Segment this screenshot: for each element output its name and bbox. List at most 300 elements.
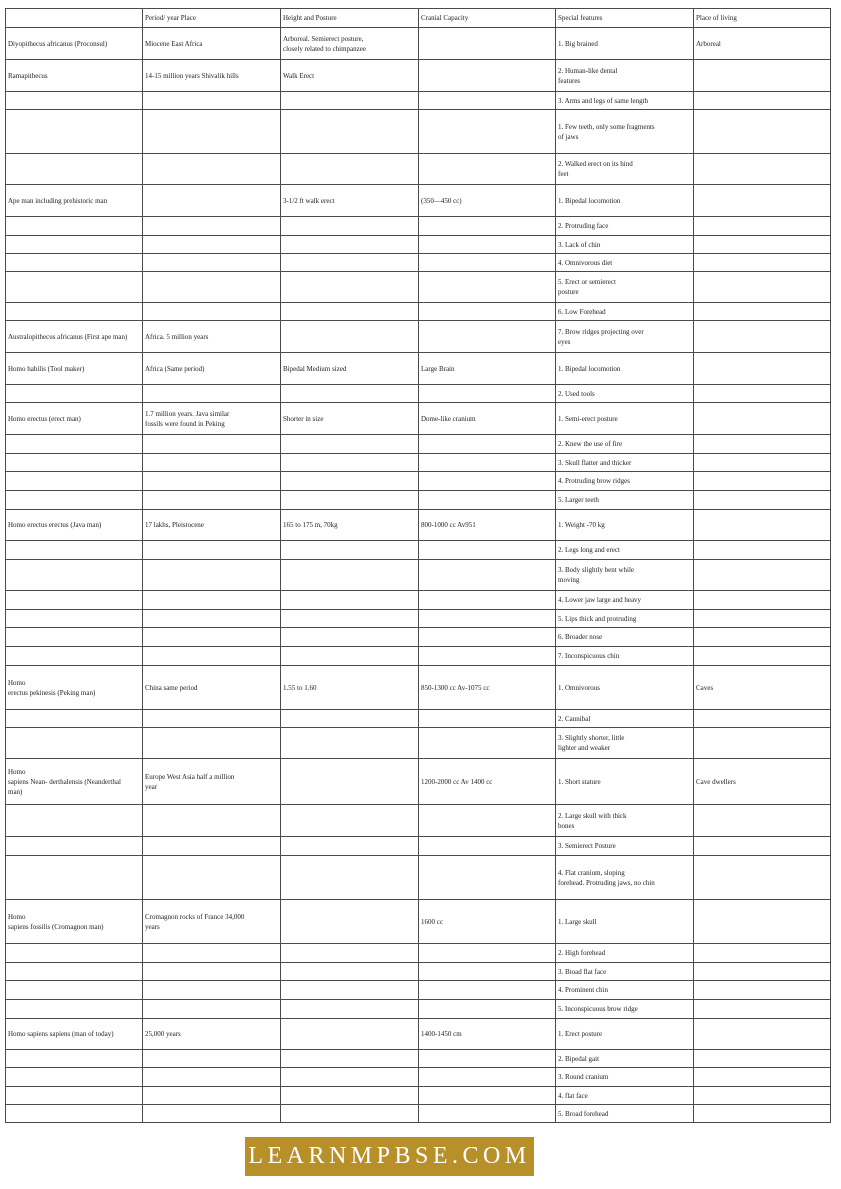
period-cell bbox=[143, 963, 281, 981]
feature-cell: 3. Round cranium bbox=[556, 1068, 694, 1087]
table-row bbox=[6, 837, 831, 856]
posture-cell: 165 to 175 m, 70kg bbox=[281, 510, 419, 541]
period-cell bbox=[143, 236, 281, 254]
table-row bbox=[6, 185, 831, 217]
cranial-cell bbox=[419, 435, 556, 454]
cranial-cell bbox=[419, 385, 556, 403]
feature-cell: 3. Lack of chin bbox=[556, 236, 694, 254]
habitat-cell bbox=[694, 491, 831, 510]
habitat-cell bbox=[694, 710, 831, 728]
species-cell bbox=[6, 454, 143, 472]
habitat-cell bbox=[694, 217, 831, 236]
period-cell bbox=[143, 472, 281, 491]
posture-cell: Walk Erect bbox=[281, 60, 419, 92]
feature-cell: 2. Legs long and erect bbox=[556, 541, 694, 560]
posture-cell bbox=[281, 759, 419, 805]
posture-cell bbox=[281, 1019, 419, 1050]
period-cell bbox=[143, 710, 281, 728]
period-cell bbox=[143, 185, 281, 217]
feature-cell: 3. Skull flatter and thicker bbox=[556, 454, 694, 472]
habitat-cell bbox=[694, 728, 831, 759]
habitat-cell bbox=[694, 591, 831, 610]
species-cell bbox=[6, 541, 143, 560]
cranial-cell: 1200-2000 cc Av 1400 cc bbox=[419, 759, 556, 805]
posture-cell bbox=[281, 254, 419, 272]
species-cell bbox=[6, 254, 143, 272]
table-row bbox=[6, 254, 831, 272]
period-cell bbox=[143, 110, 281, 154]
column-header: Cranial Capacity bbox=[419, 9, 556, 28]
species-cell bbox=[6, 1087, 143, 1105]
species-cell bbox=[6, 710, 143, 728]
species-cell bbox=[6, 837, 143, 856]
cranial-cell bbox=[419, 60, 556, 92]
period-cell bbox=[143, 591, 281, 610]
feature-cell: 4. Omnivorous diet bbox=[556, 254, 694, 272]
species-cell bbox=[6, 385, 143, 403]
habitat-cell bbox=[694, 1000, 831, 1019]
habitat-cell bbox=[694, 1087, 831, 1105]
period-cell: 17 lakhs, Pleistocene bbox=[143, 510, 281, 541]
table-row bbox=[6, 805, 831, 837]
column-header bbox=[6, 9, 143, 28]
period-cell bbox=[143, 272, 281, 303]
posture-cell bbox=[281, 321, 419, 353]
cranial-cell bbox=[419, 805, 556, 837]
posture-cell bbox=[281, 454, 419, 472]
posture-cell bbox=[281, 236, 419, 254]
feature-cell: 3. Slightly shorter, little lighter and weaker bbox=[556, 728, 694, 759]
period-cell bbox=[143, 1105, 281, 1123]
feature-cell: 7. Brow ridges projecting over eyes bbox=[556, 321, 694, 353]
period-cell bbox=[143, 805, 281, 837]
feature-cell: 5. Erect or semierect posture bbox=[556, 272, 694, 303]
table-row bbox=[6, 647, 831, 666]
species-cell bbox=[6, 963, 143, 981]
cranial-cell bbox=[419, 944, 556, 963]
species-cell bbox=[6, 647, 143, 666]
table-row bbox=[6, 628, 831, 647]
evolution-table bbox=[5, 8, 831, 1123]
species-cell: Homo sapiens fossilis (Cromagnon man) bbox=[6, 900, 143, 944]
habitat-cell bbox=[694, 236, 831, 254]
species-cell: Ramapithecus bbox=[6, 60, 143, 92]
feature-cell: 4. Prominent chin bbox=[556, 981, 694, 1000]
cranial-cell bbox=[419, 591, 556, 610]
cranial-cell bbox=[419, 560, 556, 591]
species-cell bbox=[6, 981, 143, 1000]
cranial-cell bbox=[419, 628, 556, 647]
posture-cell bbox=[281, 1050, 419, 1068]
habitat-cell bbox=[694, 981, 831, 1000]
posture-cell bbox=[281, 856, 419, 900]
habitat-cell bbox=[694, 1019, 831, 1050]
posture-cell: 3-1/2 ft walk erect bbox=[281, 185, 419, 217]
posture-cell bbox=[281, 963, 419, 981]
feature-cell: 1. Erect posture bbox=[556, 1019, 694, 1050]
feature-cell: 5. Larger teeth bbox=[556, 491, 694, 510]
species-cell: Ape man including prehistoric man bbox=[6, 185, 143, 217]
cranial-cell: 850-1300 cc Av-1075 cc bbox=[419, 666, 556, 710]
species-cell bbox=[6, 272, 143, 303]
column-header: Place of living bbox=[694, 9, 831, 28]
table-row bbox=[6, 710, 831, 728]
cranial-cell bbox=[419, 272, 556, 303]
period-cell bbox=[143, 1000, 281, 1019]
period-cell bbox=[143, 647, 281, 666]
period-cell bbox=[143, 435, 281, 454]
habitat-cell bbox=[694, 1050, 831, 1068]
table-row bbox=[6, 900, 831, 944]
posture-cell bbox=[281, 110, 419, 154]
feature-cell: 1. Semi-erect posture bbox=[556, 403, 694, 435]
period-cell bbox=[143, 491, 281, 510]
period-cell: 1.7 million years. Java similar fossils were found in Peking bbox=[143, 403, 281, 435]
period-cell bbox=[143, 254, 281, 272]
species-cell bbox=[6, 236, 143, 254]
feature-cell: 1. Short stature bbox=[556, 759, 694, 805]
feature-cell: 2. Bipedal gait bbox=[556, 1050, 694, 1068]
table-row bbox=[6, 321, 831, 353]
habitat-cell bbox=[694, 610, 831, 628]
species-cell bbox=[6, 1105, 143, 1123]
species-cell: Diyopithecus africanus (Proconsul) bbox=[6, 28, 143, 60]
species-cell: Australopithecus africanus (First ape man) bbox=[6, 321, 143, 353]
habitat-cell bbox=[694, 963, 831, 981]
cranial-cell bbox=[419, 856, 556, 900]
habitat-cell: Cave dwellers bbox=[694, 759, 831, 805]
species-cell bbox=[6, 1050, 143, 1068]
feature-cell: 1. Bipedal locomotion bbox=[556, 353, 694, 385]
table-row bbox=[6, 217, 831, 236]
cranial-cell bbox=[419, 1087, 556, 1105]
feature-cell: 2. High forehead bbox=[556, 944, 694, 963]
feature-cell: 4. Flat cranium, sloping forehead. Protruding jaws, no chin bbox=[556, 856, 694, 900]
period-cell: 25,000 years bbox=[143, 1019, 281, 1050]
feature-cell: 2. Knew the use of fire bbox=[556, 435, 694, 454]
posture-cell bbox=[281, 610, 419, 628]
period-cell bbox=[143, 560, 281, 591]
species-cell bbox=[6, 560, 143, 591]
cranial-cell: 800-1000 cc Av951 bbox=[419, 510, 556, 541]
feature-cell: 1. Bipedal locomotion bbox=[556, 185, 694, 217]
period-cell bbox=[143, 1068, 281, 1087]
table-row bbox=[6, 491, 831, 510]
period-cell: Africa. 5 million years bbox=[143, 321, 281, 353]
cranial-cell: Dome-like cranium bbox=[419, 403, 556, 435]
cranial-cell bbox=[419, 1105, 556, 1123]
posture-cell bbox=[281, 710, 419, 728]
habitat-cell bbox=[694, 385, 831, 403]
posture-cell bbox=[281, 647, 419, 666]
species-cell bbox=[6, 1000, 143, 1019]
period-cell bbox=[143, 217, 281, 236]
posture-cell bbox=[281, 217, 419, 236]
habitat-cell bbox=[694, 647, 831, 666]
posture-cell: 1.55 to 1.60 bbox=[281, 666, 419, 710]
period-cell bbox=[143, 92, 281, 110]
table-row bbox=[6, 666, 831, 710]
posture-cell bbox=[281, 1068, 419, 1087]
habitat-cell bbox=[694, 805, 831, 837]
habitat-cell bbox=[694, 353, 831, 385]
feature-cell: 2. Human-like dental features bbox=[556, 60, 694, 92]
period-cell bbox=[143, 944, 281, 963]
table-row bbox=[6, 403, 831, 435]
posture-cell bbox=[281, 1105, 419, 1123]
table-row bbox=[6, 610, 831, 628]
posture-cell bbox=[281, 435, 419, 454]
period-cell bbox=[143, 1050, 281, 1068]
feature-cell: 5. Inconspicuous brow ridge bbox=[556, 1000, 694, 1019]
habitat-cell: Caves bbox=[694, 666, 831, 710]
period-cell bbox=[143, 454, 281, 472]
table-row bbox=[6, 272, 831, 303]
feature-cell: 1. Large skull bbox=[556, 900, 694, 944]
habitat-cell bbox=[694, 60, 831, 92]
period-cell bbox=[143, 856, 281, 900]
species-cell bbox=[6, 491, 143, 510]
species-cell bbox=[6, 92, 143, 110]
species-cell bbox=[6, 435, 143, 454]
posture-cell bbox=[281, 303, 419, 321]
period-cell bbox=[143, 728, 281, 759]
posture-cell: Shorter in size bbox=[281, 403, 419, 435]
table-row bbox=[6, 435, 831, 454]
period-cell: China same period bbox=[143, 666, 281, 710]
feature-cell: 3. Arms and legs of same length bbox=[556, 92, 694, 110]
cranial-cell bbox=[419, 710, 556, 728]
table-header-row bbox=[6, 9, 831, 28]
table-row bbox=[6, 560, 831, 591]
feature-cell: 2. Protruding face bbox=[556, 217, 694, 236]
habitat-cell bbox=[694, 303, 831, 321]
cranial-cell: 1600 cc bbox=[419, 900, 556, 944]
habitat-cell bbox=[694, 254, 831, 272]
habitat-cell bbox=[694, 454, 831, 472]
logo-text: LEARNMPBSE.COM bbox=[248, 1143, 531, 1169]
species-cell bbox=[6, 217, 143, 236]
column-header: Period/ year Place bbox=[143, 9, 281, 28]
cranial-cell bbox=[419, 254, 556, 272]
learnmpbse-logo bbox=[245, 1137, 534, 1176]
posture-cell bbox=[281, 92, 419, 110]
species-cell bbox=[6, 856, 143, 900]
species-cell: Homo sapiens Nean- derthalensis (Neanderthal man) bbox=[6, 759, 143, 805]
cranial-cell bbox=[419, 1068, 556, 1087]
species-cell: Homo habilis (Tool maker) bbox=[6, 353, 143, 385]
posture-cell: Arboreal. Semierect posture, closely related to chimpanzee bbox=[281, 28, 419, 60]
table-row bbox=[6, 1105, 831, 1123]
habitat-cell bbox=[694, 837, 831, 856]
period-cell bbox=[143, 610, 281, 628]
table-row bbox=[6, 454, 831, 472]
feature-cell: 3. Btoad flat face bbox=[556, 963, 694, 981]
posture-cell bbox=[281, 472, 419, 491]
habitat-cell bbox=[694, 185, 831, 217]
cranial-cell bbox=[419, 647, 556, 666]
table-row bbox=[6, 92, 831, 110]
cranial-cell bbox=[419, 491, 556, 510]
column-header: Height and Posture bbox=[281, 9, 419, 28]
table-row bbox=[6, 1087, 831, 1105]
species-cell bbox=[6, 154, 143, 185]
posture-cell bbox=[281, 591, 419, 610]
table-row bbox=[6, 154, 831, 185]
table-row bbox=[6, 963, 831, 981]
table-row bbox=[6, 981, 831, 1000]
habitat-cell bbox=[694, 272, 831, 303]
feature-cell: 1. Big brained bbox=[556, 28, 694, 60]
cranial-cell bbox=[419, 728, 556, 759]
posture-cell bbox=[281, 385, 419, 403]
species-cell bbox=[6, 472, 143, 491]
table-row bbox=[6, 60, 831, 92]
table-row bbox=[6, 944, 831, 963]
habitat-cell bbox=[694, 1068, 831, 1087]
table-row bbox=[6, 1050, 831, 1068]
cranial-cell bbox=[419, 963, 556, 981]
cranial-cell bbox=[419, 321, 556, 353]
feature-cell: 7. Inconspicuous chin bbox=[556, 647, 694, 666]
posture-cell bbox=[281, 628, 419, 647]
cranial-cell: (350—450 cc) bbox=[419, 185, 556, 217]
species-cell: Homo sapiens sapiens (man of today) bbox=[6, 1019, 143, 1050]
species-cell bbox=[6, 1068, 143, 1087]
feature-cell: 3. Body slightly bent while moving bbox=[556, 560, 694, 591]
posture-cell: Bipedal Medium sized bbox=[281, 353, 419, 385]
posture-cell bbox=[281, 1000, 419, 1019]
period-cell bbox=[143, 154, 281, 185]
table-row bbox=[6, 510, 831, 541]
table-row bbox=[6, 759, 831, 805]
species-cell: Homo erectus pekinesis (Peking man) bbox=[6, 666, 143, 710]
table-row bbox=[6, 353, 831, 385]
period-cell: 14-15 million years Shivalik hills bbox=[143, 60, 281, 92]
table-row bbox=[6, 856, 831, 900]
feature-cell: 3. Semierect Posture bbox=[556, 837, 694, 856]
period-cell: Cromagnon rocks of France 34,000 years bbox=[143, 900, 281, 944]
posture-cell bbox=[281, 560, 419, 591]
period-cell: Africa (Same period) bbox=[143, 353, 281, 385]
table-row bbox=[6, 1019, 831, 1050]
table-row bbox=[6, 303, 831, 321]
species-cell bbox=[6, 944, 143, 963]
habitat-cell bbox=[694, 110, 831, 154]
table-row bbox=[6, 110, 831, 154]
cranial-cell bbox=[419, 303, 556, 321]
posture-cell bbox=[281, 154, 419, 185]
table-row bbox=[6, 728, 831, 759]
cranial-cell bbox=[419, 610, 556, 628]
period-cell: Miocene East Africa bbox=[143, 28, 281, 60]
posture-cell bbox=[281, 541, 419, 560]
feature-cell: 5. Broad forehead bbox=[556, 1105, 694, 1123]
feature-cell: 2. Walked erect on its hind feet bbox=[556, 154, 694, 185]
habitat-cell bbox=[694, 1105, 831, 1123]
cranial-cell bbox=[419, 28, 556, 60]
species-cell bbox=[6, 591, 143, 610]
table-row bbox=[6, 1068, 831, 1087]
habitat-cell bbox=[694, 403, 831, 435]
habitat-cell bbox=[694, 154, 831, 185]
period-cell bbox=[143, 385, 281, 403]
feature-cell: 2. Large skull with thick bones bbox=[556, 805, 694, 837]
species-cell bbox=[6, 303, 143, 321]
period-cell: Europe West Asia half a million year bbox=[143, 759, 281, 805]
habitat-cell bbox=[694, 900, 831, 944]
posture-cell bbox=[281, 491, 419, 510]
posture-cell bbox=[281, 728, 419, 759]
cranial-cell bbox=[419, 1050, 556, 1068]
posture-cell bbox=[281, 981, 419, 1000]
feature-cell: 1. Weight -70 kg bbox=[556, 510, 694, 541]
posture-cell bbox=[281, 837, 419, 856]
cranial-cell bbox=[419, 454, 556, 472]
feature-cell: 5. Lips thick and protruding bbox=[556, 610, 694, 628]
habitat-cell bbox=[694, 435, 831, 454]
habitat-cell bbox=[694, 510, 831, 541]
feature-cell: 1. Few teeth, only some fragments of jaws bbox=[556, 110, 694, 154]
period-cell bbox=[143, 981, 281, 1000]
table-row bbox=[6, 385, 831, 403]
posture-cell bbox=[281, 1087, 419, 1105]
feature-cell: 4. flat face bbox=[556, 1087, 694, 1105]
cranial-cell bbox=[419, 154, 556, 185]
cranial-cell bbox=[419, 837, 556, 856]
feature-cell: 6. Broader nose bbox=[556, 628, 694, 647]
period-cell bbox=[143, 628, 281, 647]
species-cell: Homo erectus (erect man) bbox=[6, 403, 143, 435]
feature-cell: 4. Protruding brow ridges bbox=[556, 472, 694, 491]
period-cell bbox=[143, 541, 281, 560]
cranial-cell bbox=[419, 472, 556, 491]
species-cell bbox=[6, 628, 143, 647]
species-cell bbox=[6, 805, 143, 837]
table-row bbox=[6, 236, 831, 254]
table-body bbox=[6, 28, 831, 1123]
habitat-cell bbox=[694, 92, 831, 110]
cranial-cell bbox=[419, 541, 556, 560]
feature-cell: 2. Used tools bbox=[556, 385, 694, 403]
habitat-cell bbox=[694, 560, 831, 591]
habitat-cell bbox=[694, 944, 831, 963]
species-cell bbox=[6, 728, 143, 759]
posture-cell bbox=[281, 805, 419, 837]
period-cell bbox=[143, 1087, 281, 1105]
feature-cell: 1. Omnivorous bbox=[556, 666, 694, 710]
cranial-cell: 1400-1450 cm bbox=[419, 1019, 556, 1050]
posture-cell bbox=[281, 272, 419, 303]
table-row bbox=[6, 28, 831, 60]
table-row bbox=[6, 541, 831, 560]
habitat-cell bbox=[694, 856, 831, 900]
period-cell bbox=[143, 303, 281, 321]
table-row bbox=[6, 591, 831, 610]
cranial-cell bbox=[419, 92, 556, 110]
cranial-cell: Large Brain bbox=[419, 353, 556, 385]
habitat-cell bbox=[694, 541, 831, 560]
feature-cell: 4. Lower jaw large and heavy bbox=[556, 591, 694, 610]
period-cell bbox=[143, 837, 281, 856]
habitat-cell bbox=[694, 472, 831, 491]
cranial-cell bbox=[419, 236, 556, 254]
posture-cell bbox=[281, 900, 419, 944]
cranial-cell bbox=[419, 217, 556, 236]
feature-cell: 2. Cannibal bbox=[556, 710, 694, 728]
cranial-cell bbox=[419, 110, 556, 154]
cranial-cell bbox=[419, 1000, 556, 1019]
